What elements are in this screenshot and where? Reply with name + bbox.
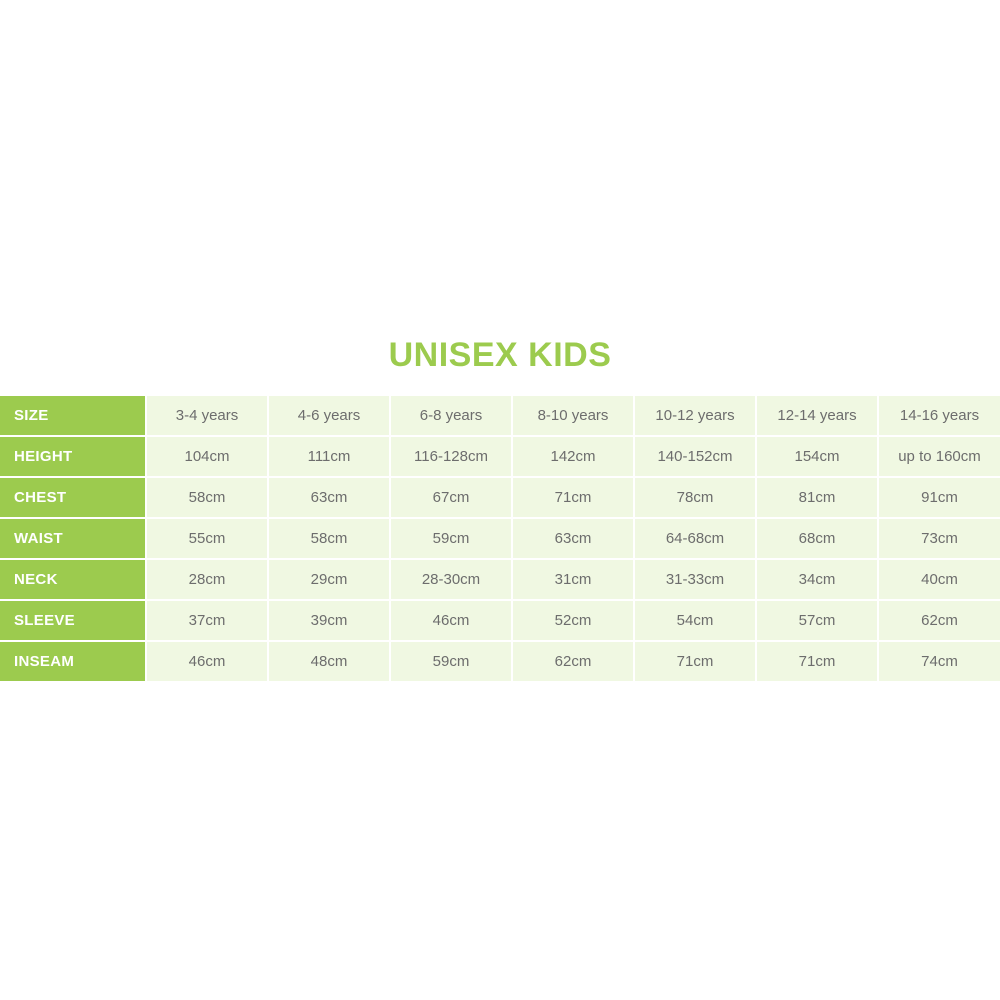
cell-inseam-4-6: 48cm	[268, 641, 390, 681]
cell-chest-8-10: 71cm	[512, 477, 634, 518]
page-title: UNISEX KIDS	[388, 336, 612, 374]
cell-waist-8-10: 63cm	[512, 518, 634, 559]
column-header-3-4-years: 3-4 years	[146, 396, 268, 436]
cell-waist-6-8: 59cm	[390, 518, 512, 559]
column-header-14-16-years: 14-16 years	[878, 396, 1000, 436]
cell-neck-12-14: 34cm	[756, 559, 878, 600]
cell-sleeve-4-6: 39cm	[268, 600, 390, 641]
table-row	[0, 559, 1000, 600]
cell-chest-10-12: 78cm	[634, 477, 756, 518]
cell-height-10-12: 140-152cm	[634, 436, 756, 477]
cell-inseam-14-16: 74cm	[878, 641, 1000, 681]
cell-height-4-6: 111cm	[268, 436, 390, 477]
cell-sleeve-14-16: 62cm	[878, 600, 1000, 641]
cell-chest-12-14: 81cm	[756, 477, 878, 518]
row-label-height: HEIGHT	[0, 436, 146, 477]
size-table	[0, 396, 1000, 681]
size-table-container	[0, 396, 1000, 681]
cell-waist-12-14: 68cm	[756, 518, 878, 559]
cell-sleeve-3-4: 37cm	[146, 600, 268, 641]
cell-height-3-4: 104cm	[146, 436, 268, 477]
row-label-sleeve: SLEEVE	[0, 600, 146, 641]
table-row	[0, 518, 1000, 559]
cell-sleeve-8-10: 52cm	[512, 600, 634, 641]
column-header-6-8-years: 6-8 years	[390, 396, 512, 436]
column-header-4-6-years: 4-6 years	[268, 396, 390, 436]
column-header-size: SIZE	[0, 396, 146, 436]
cell-neck-14-16: 40cm	[878, 559, 1000, 600]
cell-height-8-10: 142cm	[512, 436, 634, 477]
cell-neck-8-10: 31cm	[512, 559, 634, 600]
cell-sleeve-10-12: 54cm	[634, 600, 756, 641]
cell-waist-10-12: 64-68cm	[634, 518, 756, 559]
cell-height-12-14: 154cm	[756, 436, 878, 477]
cell-chest-3-4: 58cm	[146, 477, 268, 518]
cell-chest-4-6: 63cm	[268, 477, 390, 518]
cell-height-6-8: 116-128cm	[390, 436, 512, 477]
cell-inseam-10-12: 71cm	[634, 641, 756, 681]
cell-inseam-8-10: 62cm	[512, 641, 634, 681]
cell-waist-4-6: 58cm	[268, 518, 390, 559]
cell-neck-10-12: 31-33cm	[634, 559, 756, 600]
table-row	[0, 641, 1000, 681]
cell-waist-14-16: 73cm	[878, 518, 1000, 559]
cell-neck-3-4: 28cm	[146, 559, 268, 600]
cell-sleeve-6-8: 46cm	[390, 600, 512, 641]
row-label-inseam: INSEAM	[0, 641, 146, 681]
cell-neck-6-8: 28-30cm	[390, 559, 512, 600]
table-row	[0, 600, 1000, 641]
cell-inseam-12-14: 71cm	[756, 641, 878, 681]
cell-neck-4-6: 29cm	[268, 559, 390, 600]
cell-waist-3-4: 55cm	[146, 518, 268, 559]
row-label-waist: WAIST	[0, 518, 146, 559]
cell-inseam-6-8: 59cm	[390, 641, 512, 681]
row-label-neck: NECK	[0, 559, 146, 600]
row-label-chest: CHEST	[0, 477, 146, 518]
column-header-12-14-years: 12-14 years	[756, 396, 878, 436]
cell-inseam-3-4: 46cm	[146, 641, 268, 681]
cell-chest-6-8: 67cm	[390, 477, 512, 518]
cell-height-14-16: up to 160cm	[878, 436, 1000, 477]
cell-sleeve-12-14: 57cm	[756, 600, 878, 641]
table-row	[0, 436, 1000, 477]
table-header-row	[0, 396, 1000, 436]
cell-chest-14-16: 91cm	[878, 477, 1000, 518]
table-row	[0, 477, 1000, 518]
column-header-8-10-years: 8-10 years	[512, 396, 634, 436]
column-header-10-12-years: 10-12 years	[634, 396, 756, 436]
